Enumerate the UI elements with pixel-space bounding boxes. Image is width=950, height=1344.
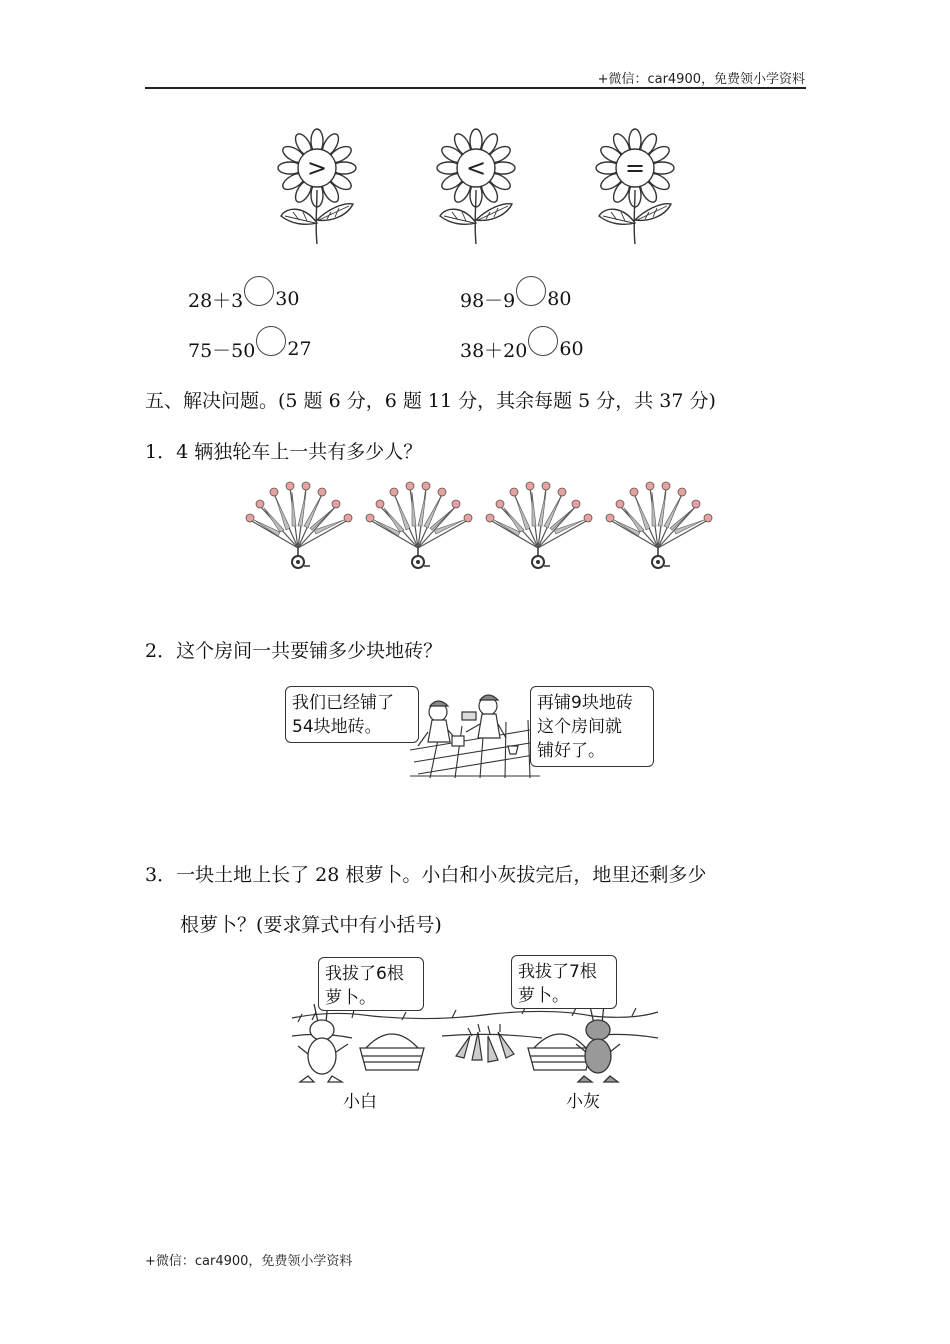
name-label-xiaohui: 小灰 [566, 1092, 600, 1112]
unicycle-illustration [240, 480, 720, 579]
sunflower-equal [595, 128, 675, 246]
speech-bubble-xiaohui: 我拔了7根 萝卜。 [511, 955, 617, 1009]
answer-circle[interactable] [528, 326, 558, 356]
speech-bubble-left: 我们已经铺了 54块地砖。 [285, 686, 419, 743]
flower-symbol: < [465, 154, 487, 182]
footer-note: +微信：car4900，免费领小学资料 [145, 1254, 353, 1269]
comparison-right: 27 [287, 338, 312, 360]
comparison-4 [460, 334, 584, 364]
comparison-1 [188, 284, 299, 314]
answer-circle[interactable] [256, 326, 286, 356]
comparison-3 [188, 334, 312, 364]
speech-bubble-right: 再铺9块地砖 这个房间就 铺好了。 [530, 686, 654, 767]
header-divider [145, 87, 806, 89]
flower-symbol: = [624, 154, 646, 182]
name-label-xiaobai: 小白 [343, 1092, 377, 1112]
comparison-left: 38＋20 [460, 339, 528, 362]
question-1: 1．4 辆独轮车上一共有多少人？ [145, 441, 423, 463]
speech-bubble-xiaobai: 我拔了6根 萝卜。 [318, 957, 424, 1011]
comparison-left: 75－50 [188, 339, 256, 362]
comparison-right: 60 [559, 338, 584, 360]
answer-circle[interactable] [516, 276, 546, 306]
section-title: 五、解决问题。(5 题 6 分，6 题 11 分，其余每题 5 分，共 37 分) [145, 390, 716, 412]
question-3-line-1: 3．一块土地上长了 28 根萝卜。小白和小灰拔完后，地里还剩多少 [145, 864, 707, 886]
flower-symbol: > [306, 154, 328, 182]
comparison-left: 28＋3 [188, 289, 244, 312]
tiling-illustration [410, 690, 540, 786]
header-note: +微信：car4900，免费领小学资料 [597, 72, 805, 87]
answer-circle[interactable] [244, 276, 274, 306]
comparison-right: 30 [275, 288, 300, 310]
comparison-right: 80 [547, 288, 572, 310]
comparison-2 [460, 284, 571, 314]
comparison-left: 98－9 [460, 289, 516, 312]
question-3-line-2: 根萝卜？(要求算式中有小括号) [180, 914, 442, 936]
question-2: 2．这个房间一共要铺多少块地砖？ [145, 640, 443, 662]
sunflower-less [436, 128, 516, 246]
sunflower-greater [277, 128, 357, 246]
